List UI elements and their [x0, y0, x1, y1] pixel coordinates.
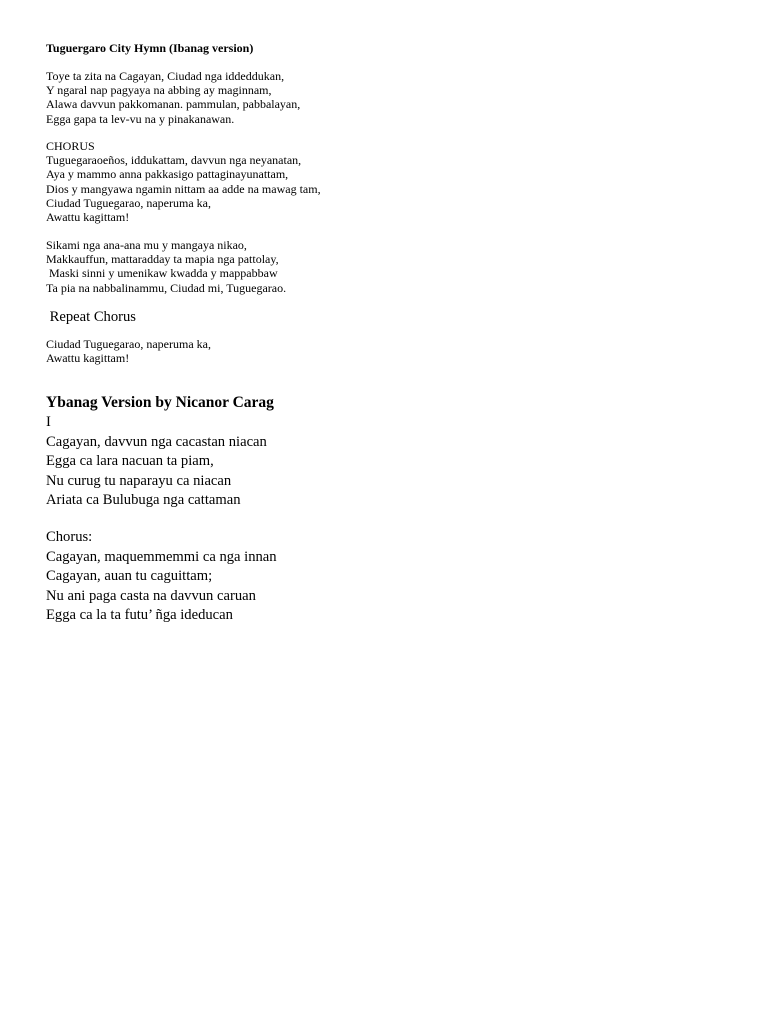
verse-line: Ariata ca Bulubuga nga cattaman: [46, 492, 241, 508]
verse-line: Nu curug tu naparayu ca niacan: [46, 472, 232, 489]
verse-line: Makkauffun, mattaradday ta mapia nga pattolay,: [46, 252, 279, 267]
chorus-label: CHORUS: [46, 139, 95, 153]
ibanag-title: Tuguergaro City Hymn (Ibanag version): [46, 41, 254, 55]
verse-line: Ta pia na nabbalinammu, Ciudad mi, Tuguegarao.: [46, 280, 287, 295]
chorus-line: Aya y mammo anna pakkasigo pattaginayunattam,: [46, 167, 289, 182]
ibanag-verse-2: [46, 238, 286, 295]
ybanag-title: Ybanag Version by Nicanor Carag: [46, 394, 274, 411]
verse-line: Y ngaral nap pagyaya na abbing ay maginnam,: [46, 83, 272, 98]
repeat-chorus-note: Repeat Chorus: [46, 309, 136, 325]
verse-line: Maski sinni y umenikaw kwadda y mappabbaw: [46, 266, 278, 281]
chorus-line: Tuguegaraoeños, iddukattam, davvun nga neyanatan,: [46, 153, 302, 168]
ending-line: Awattu kagittam!: [46, 351, 130, 366]
chorus-line: Cagayan, auan tu caguittam;: [46, 568, 213, 584]
ibanag-verse-1: [46, 69, 300, 126]
ibanag-ending: [46, 337, 211, 365]
ybanag-chorus: [46, 528, 277, 626]
chorus-line: Dios y mangyawa ngamin nittam aa adde na mawag tam,: [46, 181, 321, 196]
verse-line: Egga ca lara nacuan ta piam,: [46, 453, 214, 469]
chorus-line: Nu ani paga casta na davvun caruan: [46, 587, 256, 604]
ibanag-chorus: [46, 139, 321, 224]
chorus-line: Egga ca la ta futu’ ñga ideducan: [46, 607, 233, 623]
verse-line: Alawa davvun pakkomanan. pammulan, pabbalayan,: [46, 97, 301, 112]
verse-line: Sikami nga ana-ana mu y mangaya nikao,: [46, 238, 247, 252]
verse-line: Cagayan, davvun nga cacastan niacan: [46, 433, 267, 450]
verse-line: Toye ta zita na Cagayan, Ciudad nga iddeddukan,: [46, 69, 285, 83]
chorus-line: Cagayan, maquemmemmi ca nga innan: [46, 548, 277, 565]
chorus-label: Chorus:: [46, 529, 93, 545]
ybanag-verse: [46, 413, 267, 511]
verse-line: Egga gapa ta lev-vu na y pinakanawan.: [46, 111, 235, 126]
chorus-line: Ciudad Tuguegarao, naperuma ka,: [46, 195, 211, 210]
verse-number: I: [46, 414, 51, 430]
chorus-line: Awattu kagittam!: [46, 210, 130, 225]
ending-line: Ciudad Tuguegarao, naperuma ka,: [46, 337, 211, 351]
